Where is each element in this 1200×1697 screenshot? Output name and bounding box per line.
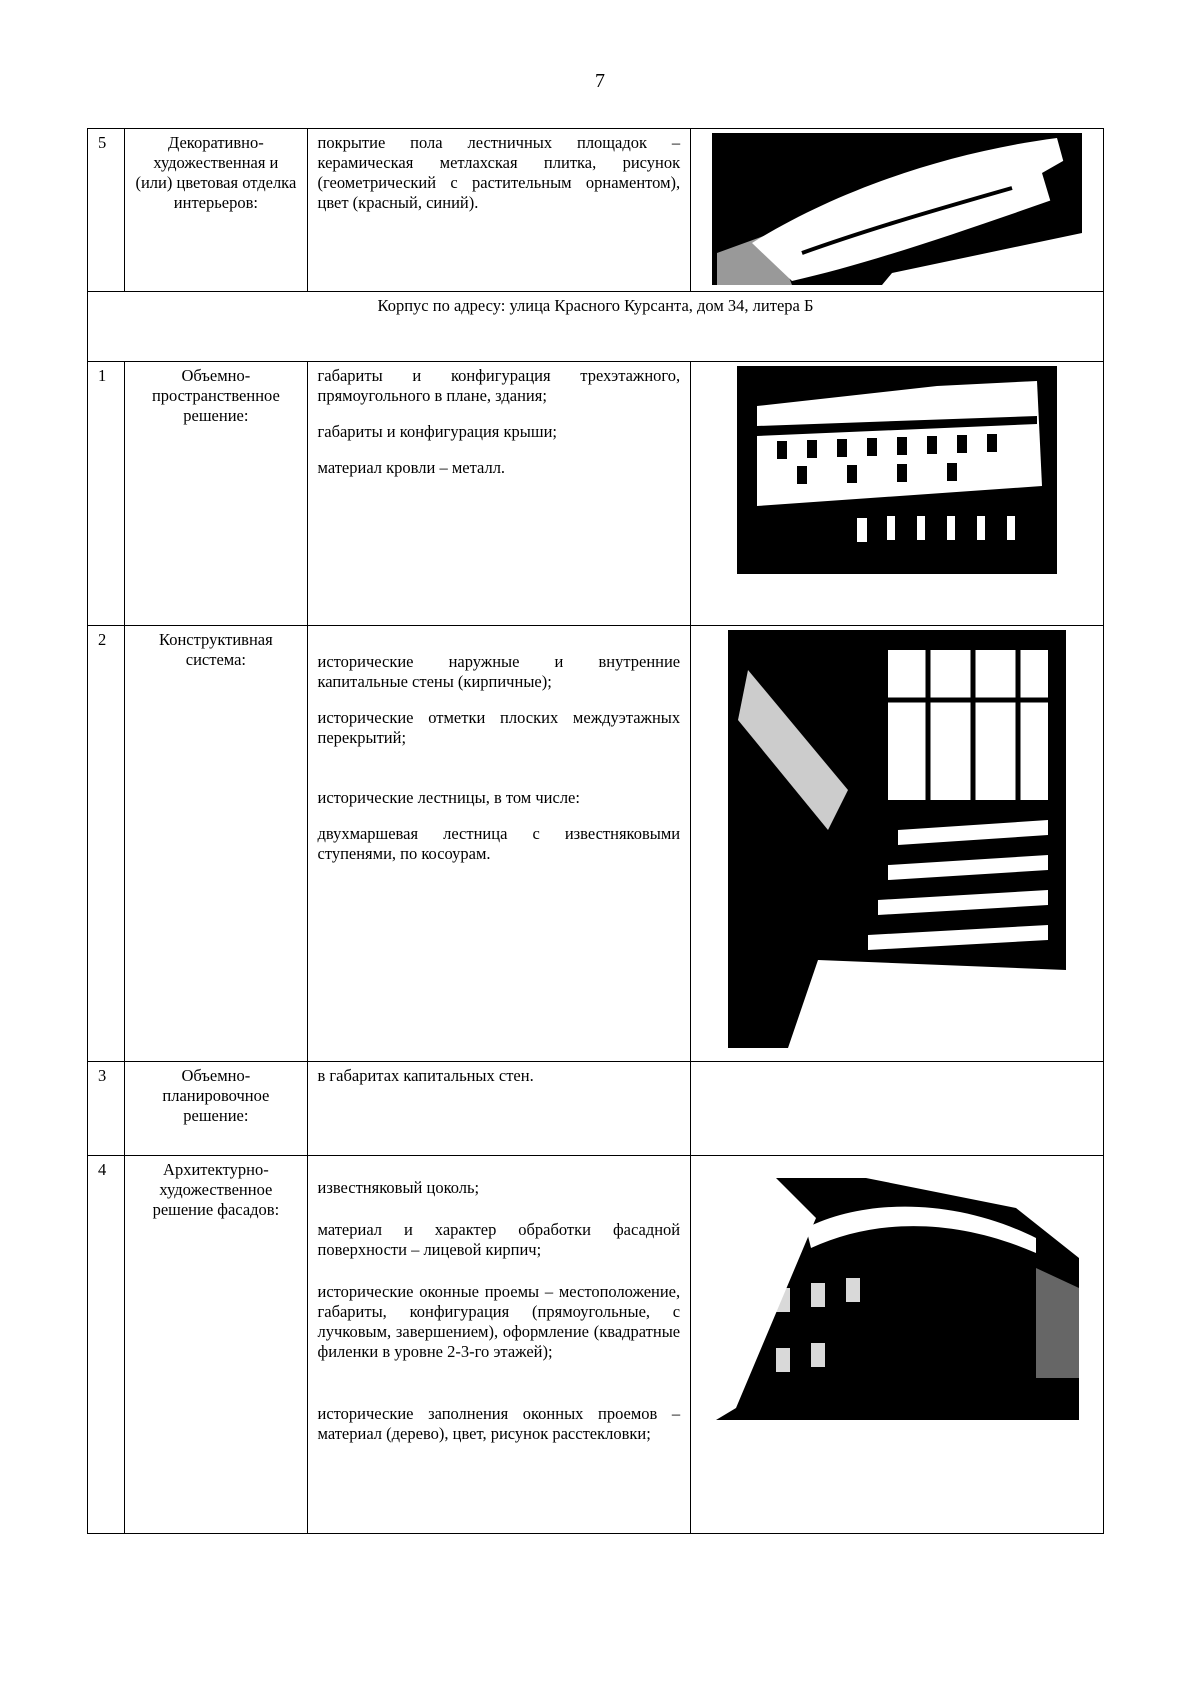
feature-description xyxy=(307,626,691,1062)
photo-cell xyxy=(691,362,1104,626)
building-photo xyxy=(737,366,1057,574)
feature-name: Декоративно-художественная и (или) цветовая отделка интерьеров: xyxy=(125,129,307,292)
row-number: 3 xyxy=(88,1062,125,1156)
table-row xyxy=(88,1156,1104,1534)
feature-description xyxy=(307,1062,691,1156)
section-title: Корпус по адресу: улица Красного Курсанта, дом 34, литера Б xyxy=(88,292,1104,362)
photo-cell xyxy=(691,626,1104,1062)
description-paragraph: исторические лестницы, в том числе: xyxy=(317,788,580,807)
table-row xyxy=(88,626,1104,1062)
photo-cell xyxy=(691,1156,1104,1534)
description-paragraph: исторические наружные и внутренние капитальные стены (кирпичные); xyxy=(317,652,681,691)
staircase-photo xyxy=(728,630,1066,1048)
feature-description xyxy=(307,362,691,626)
floor-tile-photo xyxy=(712,133,1082,285)
table-row xyxy=(88,1062,1104,1156)
table-row xyxy=(88,129,1104,292)
description-paragraph: габариты и конфигурация крыши; xyxy=(317,422,557,441)
feature-description xyxy=(307,129,691,292)
facade-photo xyxy=(716,1178,1079,1420)
page-number: 7 xyxy=(595,70,605,92)
photo-cell xyxy=(691,1062,1104,1156)
heritage-table xyxy=(87,128,1104,1534)
description-paragraph: материал кровли – металл. xyxy=(317,458,506,477)
feature-description xyxy=(307,1156,691,1534)
section-row xyxy=(88,292,1104,362)
row-number: 4 xyxy=(88,1156,125,1534)
description-paragraph: материал и характер обработки фасадной поверхности – лицевой кирпич; xyxy=(317,1220,681,1259)
feature-name: Конструктивная система: xyxy=(125,626,307,1062)
description-paragraph: исторические оконные проемы – местоположение, габариты, конфигурация (прямоугольные, с лучковым, завершением), оформление (квадратные филенки в уровне 2-3-го этажей); xyxy=(317,1282,681,1361)
feature-name: Архитектурно-художественное решение фасадов: xyxy=(125,1156,307,1534)
description-paragraph: известняковый цоколь; xyxy=(317,1178,480,1197)
description-paragraph: исторические заполнения оконных проемов – материал (дерево), цвет, рисунок расстекловки; xyxy=(317,1404,681,1443)
feature-name: Объемно-пространственное решение: xyxy=(125,362,307,626)
table-row xyxy=(88,362,1104,626)
description-paragraph: в габаритах капитальных стен. xyxy=(317,1066,534,1085)
description-paragraph: двухмаршевая лестница с известняковыми ступенями, по косоурам. xyxy=(317,824,681,863)
description-paragraph: габариты и конфигурация трехэтажного, прямоугольного в плане, здания; xyxy=(317,366,681,405)
row-number: 5 xyxy=(88,129,125,292)
description-paragraph: покрытие пола лестничных площадок – керамическая метлахская плитка, рисунок (геометрический с растительным орнаментом), цвет (красный, синий). xyxy=(317,133,681,212)
row-number: 1 xyxy=(88,362,125,626)
row-number: 2 xyxy=(88,626,125,1062)
description-paragraph: исторические отметки плоских междуэтажных перекрытий; xyxy=(317,708,681,747)
feature-name: Объемно-планировочное решение: xyxy=(125,1062,307,1156)
photo-cell xyxy=(691,129,1104,292)
